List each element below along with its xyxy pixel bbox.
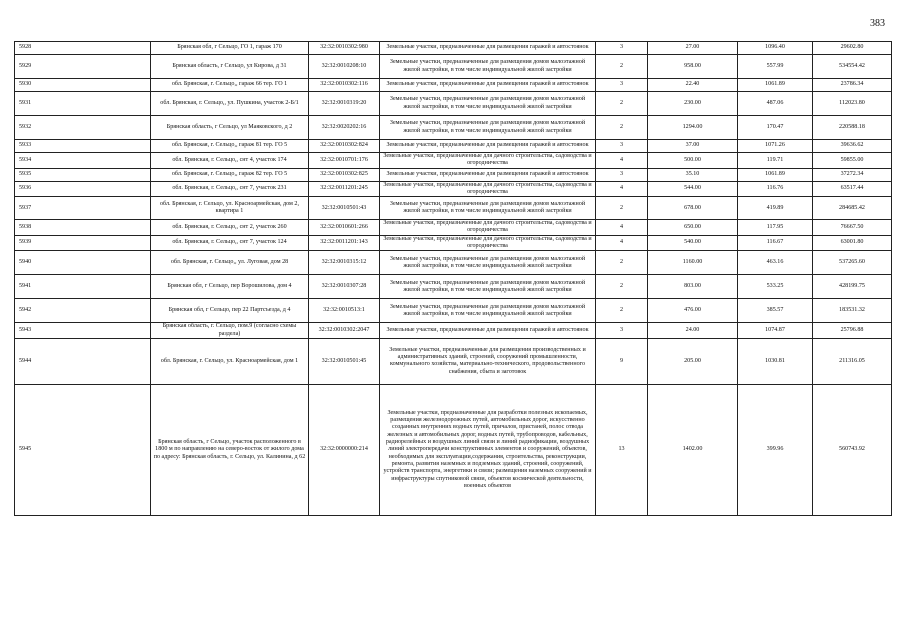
row-cadastral-number: 32:32:0010208:10 xyxy=(309,55,380,79)
row-number: 5929 xyxy=(15,55,151,79)
table-row xyxy=(15,42,892,55)
row-cadastral-value: 220588.18 xyxy=(813,116,892,140)
row-specific-value: 385.57 xyxy=(738,299,813,323)
row-use-group: 4 xyxy=(596,220,648,236)
row-specific-value: 463.16 xyxy=(738,251,813,275)
row-cadastral-number: 32:32:0010601:266 xyxy=(309,220,380,236)
row-use-group: 4 xyxy=(596,153,648,169)
row-address: обл. Брянская, г. Сельцо,, ул. Луговая, дом 28 xyxy=(151,251,309,275)
row-use-group: 4 xyxy=(596,235,648,251)
row-land-use: Земельные участки, предназначенные для дачного строительства, садоводства и огородничества xyxy=(380,153,596,169)
row-address: Брянская область, г Сельцо, участок расположенного в 1800 м по направлению на северо-восток от жилого дома по адресу: Брянская область, г. Сельцо, ул. Калинина, д 62 xyxy=(151,384,309,515)
row-cadastral-value: 183531.32 xyxy=(813,299,892,323)
table-row xyxy=(15,181,892,197)
row-land-use: Земельные участки, предназначенные для размещения производственных и административных зданий, строений, сооружений промышленности, коммунального хозяйства, материально-технического, продовольственного снабжения, сбыта и заготовок xyxy=(380,338,596,384)
row-cadastral-number: 32:32:0010501:43 xyxy=(309,197,380,220)
table-row xyxy=(15,140,892,153)
row-number: 5940 xyxy=(15,251,151,275)
row-land-use: Земельные участки, предназначенные для размещения гаражей и автостоянок xyxy=(380,42,596,55)
table-row xyxy=(15,251,892,275)
table-row xyxy=(15,323,892,339)
row-use-group: 2 xyxy=(596,251,648,275)
row-area: 678.00 xyxy=(648,197,738,220)
row-address: обл. Брянская, г. Сельцо,, снт 4, участок 174 xyxy=(151,153,309,169)
table-row xyxy=(15,338,892,384)
row-specific-value: 1061.89 xyxy=(738,168,813,181)
row-area: 24.00 xyxy=(648,323,738,339)
table-row xyxy=(15,116,892,140)
row-land-use: Земельные участки, предназначенные для размещения гаражей и автостоянок xyxy=(380,168,596,181)
row-land-use: Земельные участки, предназначенные для размещения домов малоэтажной жилой застройки, в том числе индивидуальной жилой застройки xyxy=(380,55,596,79)
row-specific-value: 1071.26 xyxy=(738,140,813,153)
row-cadastral-value: 23786.34 xyxy=(813,79,892,92)
row-land-use: Земельные участки, предназначенные для размещения гаражей и автостоянок xyxy=(380,323,596,339)
row-area: 650.00 xyxy=(648,220,738,236)
row-cadastral-number: 32:32:0011201:143 xyxy=(309,235,380,251)
row-area: 476.00 xyxy=(648,299,738,323)
row-number: 5943 xyxy=(15,323,151,339)
row-cadastral-value: 29602.80 xyxy=(813,42,892,55)
row-land-use: Земельные участки, предназначенные для размещения домов малоэтажной жилой застройки, в том числе индивидуальной жилой застройки xyxy=(380,197,596,220)
row-area: 22.40 xyxy=(648,79,738,92)
row-land-use: Земельные участки, предназначенные для размещения гаражей и автостоянок xyxy=(380,79,596,92)
table-row xyxy=(15,235,892,251)
row-number: 5937 xyxy=(15,197,151,220)
row-area: 27.00 xyxy=(648,42,738,55)
row-cadastral-number: 32:32:0010315:12 xyxy=(309,251,380,275)
row-use-group: 3 xyxy=(596,79,648,92)
row-number: 5932 xyxy=(15,116,151,140)
row-area: 544.00 xyxy=(648,181,738,197)
table-row xyxy=(15,92,892,116)
row-cadastral-number: 32:32:0010302:825 xyxy=(309,168,380,181)
table-row xyxy=(15,79,892,92)
table-row xyxy=(15,168,892,181)
row-address: обл. Брянская, г. Сельцо,, ул. Пушкина, участок 2-Б/1 xyxy=(151,92,309,116)
table-row xyxy=(15,275,892,299)
table-row xyxy=(15,220,892,236)
row-cadastral-value: 537265.60 xyxy=(813,251,892,275)
row-cadastral-value: 211316.05 xyxy=(813,338,892,384)
row-cadastral-value: 39636.62 xyxy=(813,140,892,153)
row-area: 1402.00 xyxy=(648,384,738,515)
row-cadastral-value: 428199.75 xyxy=(813,275,892,299)
land-registry-table xyxy=(14,41,892,516)
row-cadastral-number: 32:32:0010302:980 xyxy=(309,42,380,55)
row-cadastral-number: 32:32:0010319:20 xyxy=(309,92,380,116)
row-address: обл. Брянская, г. Сельцо,, гараж 81 тер. ГО 5 xyxy=(151,140,309,153)
row-area: 1160.00 xyxy=(648,251,738,275)
row-cadastral-value: 63001.80 xyxy=(813,235,892,251)
row-address: Брянская обл, г Сельцо, пер 22 Партсъезда, д 4 xyxy=(151,299,309,323)
row-number: 5944 xyxy=(15,338,151,384)
row-specific-value: 116.67 xyxy=(738,235,813,251)
row-land-use: Земельные участки, предназначенные для размещения домов малоэтажной жилой застройки, в том числе индивидуальной жилой застройки xyxy=(380,116,596,140)
row-use-group: 4 xyxy=(596,181,648,197)
row-number: 5928 xyxy=(15,42,151,55)
row-specific-value: 399.96 xyxy=(738,384,813,515)
row-cadastral-number: 32:32:0010302:824 xyxy=(309,140,380,153)
row-land-use: Земельные участки, предназначенные для размещения гаражей и автостоянок xyxy=(380,140,596,153)
row-specific-value: 170.47 xyxy=(738,116,813,140)
row-land-use: Земельные участки, предназначенные для размещения домов малоэтажной жилой застройки, в том числе индивидуальной жилой застройки xyxy=(380,275,596,299)
row-use-group: 3 xyxy=(596,323,648,339)
row-address: обл. Брянская, г. Сельцо, ул. Красноармейская, дом 1 xyxy=(151,338,309,384)
row-address: обл. Брянская, г. Сельцо,, снт 7, участок 124 xyxy=(151,235,309,251)
row-area: 958.00 xyxy=(648,55,738,79)
row-specific-value: 533.25 xyxy=(738,275,813,299)
row-number: 5938 xyxy=(15,220,151,236)
row-address: обл. Брянская, г. Сельцо,, гараж 82 тер. ГО 5 xyxy=(151,168,309,181)
table-row xyxy=(15,197,892,220)
row-number: 5931 xyxy=(15,92,151,116)
row-number: 5933 xyxy=(15,140,151,153)
row-cadastral-value: 37272.34 xyxy=(813,168,892,181)
row-number: 5934 xyxy=(15,153,151,169)
row-use-group: 13 xyxy=(596,384,648,515)
row-area: 37.00 xyxy=(648,140,738,153)
row-address: обл. Брянская, г. Сельцо, ул. Красноармейская, дом 2, квартира 1 xyxy=(151,197,309,220)
row-area: 230.00 xyxy=(648,92,738,116)
row-specific-value: 117.95 xyxy=(738,220,813,236)
row-use-group: 2 xyxy=(596,197,648,220)
row-address: обл. Брянская, г. Сельцо,, снт 2, участок 260 xyxy=(151,220,309,236)
row-area: 803.00 xyxy=(648,275,738,299)
row-use-group: 2 xyxy=(596,92,648,116)
row-land-use: Земельные участки, предназначенные для дачного строительства, садоводства и огородничества xyxy=(380,181,596,197)
row-number: 5941 xyxy=(15,275,151,299)
row-specific-value: 557.99 xyxy=(738,55,813,79)
row-specific-value: 1096.40 xyxy=(738,42,813,55)
row-number: 5936 xyxy=(15,181,151,197)
row-specific-value: 419.89 xyxy=(738,197,813,220)
row-address: обл. Брянская, г. Сельцо,, снт 7, участок 231 xyxy=(151,181,309,197)
row-specific-value: 119.71 xyxy=(738,153,813,169)
row-area: 35.10 xyxy=(648,168,738,181)
row-cadastral-value: 59855.00 xyxy=(813,153,892,169)
row-number: 5935 xyxy=(15,168,151,181)
table-row xyxy=(15,384,892,515)
row-cadastral-number: 32:32:0000000:214 xyxy=(309,384,380,515)
row-cadastral-value: 63517.44 xyxy=(813,181,892,197)
row-area: 540.00 xyxy=(648,235,738,251)
row-land-use: Земельные участки, предназначенные для дачного строительства, садоводства и огородничества xyxy=(380,235,596,251)
row-cadastral-number: 32:32:0010513:1 xyxy=(309,299,380,323)
row-specific-value: 116.76 xyxy=(738,181,813,197)
row-number: 5945 xyxy=(15,384,151,515)
row-specific-value: 1030.81 xyxy=(738,338,813,384)
row-area: 1294.00 xyxy=(648,116,738,140)
row-cadastral-number: 32:32:0010302:2047 xyxy=(309,323,380,339)
row-address: Брянская область, г Сельцо, ул Маяковского, д 2 xyxy=(151,116,309,140)
row-use-group: 2 xyxy=(596,299,648,323)
row-cadastral-number: 32:32:0010501:45 xyxy=(309,338,380,384)
row-use-group: 9 xyxy=(596,338,648,384)
row-land-use: Земельные участки, предназначенные для размещения домов малоэтажной жилой застройки, в том числе индивидуальной жилой застройки xyxy=(380,299,596,323)
table-row xyxy=(15,55,892,79)
row-address: Брянская обл, г Сельцо, ГО 1, гараж 170 xyxy=(151,42,309,55)
row-number: 5939 xyxy=(15,235,151,251)
row-cadastral-value: 534554.42 xyxy=(813,55,892,79)
row-area: 500.00 xyxy=(648,153,738,169)
row-land-use: Земельные участки, предназначенные для размещения домов малоэтажной жилой застройки, в том числе индивидуальной жилой застройки xyxy=(380,92,596,116)
row-use-group: 3 xyxy=(596,140,648,153)
row-land-use: Земельные участки, предназначенные для размещения домов малоэтажной жилой застройки, в том числе индивидуальной жилой застройки xyxy=(380,251,596,275)
row-address: Брянская область, г. Сельцо, пом.9 (согласно схемы раздела) xyxy=(151,323,309,339)
row-land-use: Земельные участки, предназначенные для дачного строительства, садоводства и огородничества xyxy=(380,220,596,236)
row-use-group: 3 xyxy=(596,168,648,181)
row-number: 5930 xyxy=(15,79,151,92)
row-use-group: 3 xyxy=(596,42,648,55)
row-cadastral-number: 32:32:0010302:116 xyxy=(309,79,380,92)
row-use-group: 2 xyxy=(596,275,648,299)
row-specific-value: 487.06 xyxy=(738,92,813,116)
row-cadastral-number: 32:32:0020202:16 xyxy=(309,116,380,140)
row-address: Брянская область, г Сельцо, ул Кирова, д 31 xyxy=(151,55,309,79)
table-row xyxy=(15,299,892,323)
row-cadastral-value: 76667.50 xyxy=(813,220,892,236)
row-address: Брянская обл, г Сельцо, пер Ворошилова, дом 4 xyxy=(151,275,309,299)
row-cadastral-number: 32:32:0010701:176 xyxy=(309,153,380,169)
table-row xyxy=(15,153,892,169)
row-use-group: 2 xyxy=(596,116,648,140)
row-use-group: 2 xyxy=(596,55,648,79)
row-land-use: Земельные участки, предназначенные для разработки полезных ископаемых, размещения железнодорожных путей, автомобильных дорог, искусственно созданных внутренних водных путей, причалов, пристаней, полос отвода железных и автомобильных дорог, водных путей, трубопроводов, кабельных, радиорелейных и воздушных линий связи и линий радиофикации, воздушных линий электропередачи конструктивных элементов и сооружений, объектов, необходимых для эксплуатации,содержания, строительства, реконструкции, ремонта, развития наземных и подземных зданий, строений, сооружений, устройств транспорта, энергетики и связи; размещения наземных сооружений и инфраструктуры спутниковой связи, объектов космической деятельности, военных объектов xyxy=(380,384,596,515)
row-number: 5942 xyxy=(15,299,151,323)
page-number: 383 xyxy=(870,18,885,29)
row-cadastral-number: 32:32:0010307:28 xyxy=(309,275,380,299)
row-cadastral-value: 560743.92 xyxy=(813,384,892,515)
row-cadastral-value: 112023.80 xyxy=(813,92,892,116)
row-specific-value: 1074.87 xyxy=(738,323,813,339)
row-address: обл. Брянская, г. Сельцо,, гараж 66 тер. ГО 1 xyxy=(151,79,309,92)
row-cadastral-value: 284685.42 xyxy=(813,197,892,220)
row-specific-value: 1061.89 xyxy=(738,79,813,92)
row-cadastral-number: 32:32:0011201:245 xyxy=(309,181,380,197)
row-area: 205.00 xyxy=(648,338,738,384)
row-cadastral-value: 25796.88 xyxy=(813,323,892,339)
